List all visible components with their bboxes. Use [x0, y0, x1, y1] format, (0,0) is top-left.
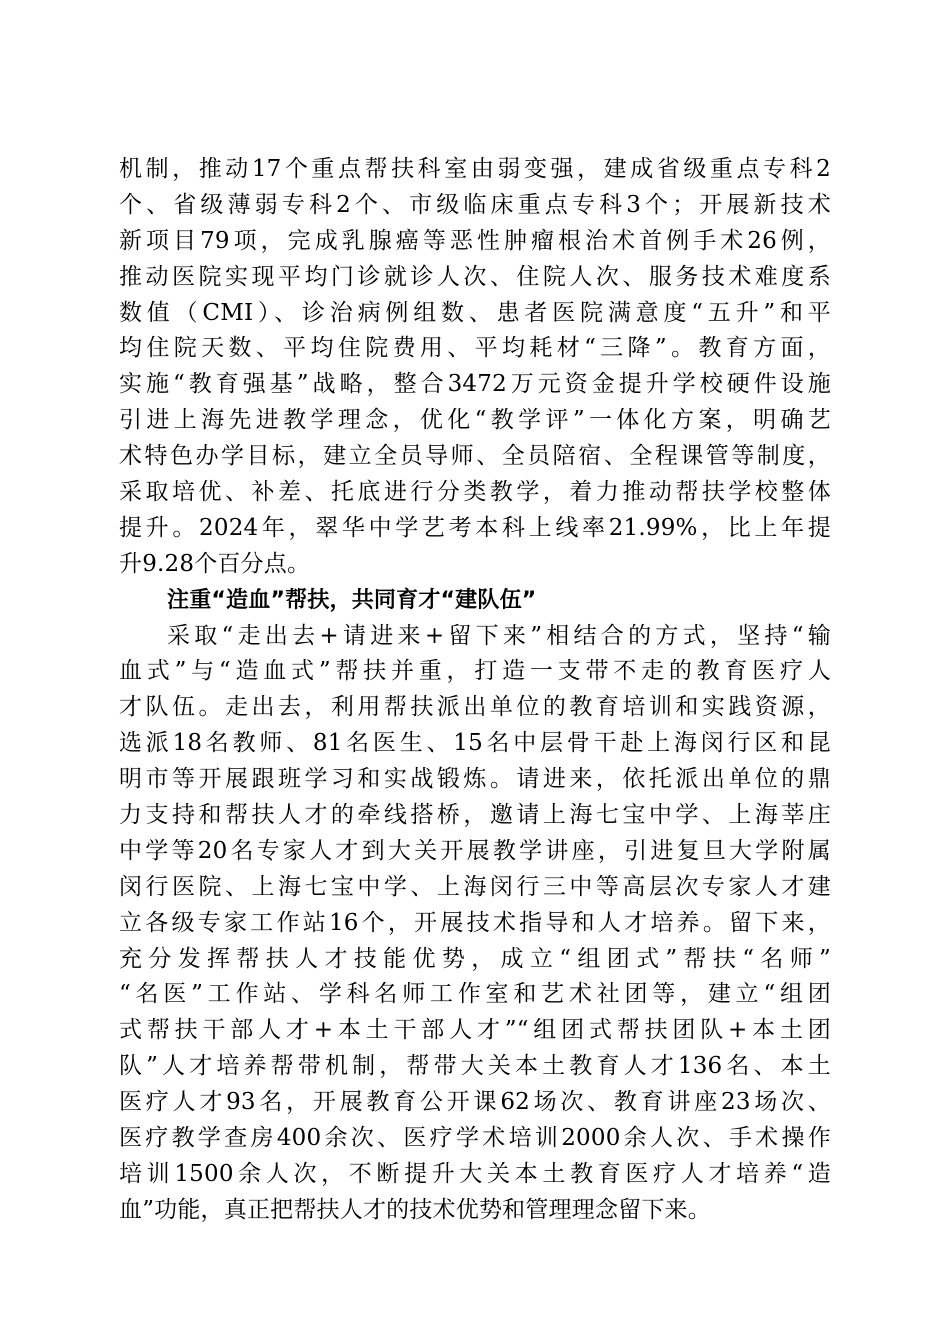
paragraph-line: 血式”与“造血式”帮扶并重，打造一支带不走的教育医疗人 — [119, 658, 831, 685]
paragraph-line: 个、省级薄弱专科2个、市级临床重点专科3个；开展新技术 — [119, 191, 831, 218]
paragraph-line: 培训1500余人次，不断提升大关本土教育医疗人才培养“造 — [119, 1160, 831, 1187]
paragraph-line: 明市等开展跟班学习和实战锻炼。请进来，依托派出单位的鼎 — [119, 766, 831, 793]
paragraph-line: “名医”工作站、学科名师工作室和艺术社团等，建立“组团 — [119, 981, 831, 1008]
paragraph-line: 力支持和帮扶人才的牵线搭桥，邀请上海七宝中学、上海莘庄 — [119, 802, 831, 829]
paragraph-line: 提升。2024年，翠华中学艺考本科上线率21.99%，比上年提 — [119, 514, 831, 541]
paragraph-line: 立各级专家工作站16个，开展技术指导和人才培养。留下来， — [119, 909, 831, 936]
paragraph-line: 血”功能，真正把帮扶人才的技术优势和管理理念留下来。 — [119, 1196, 711, 1223]
paragraph-line: 选派18名教师、81名医生、15名中层骨干赴上海闵行区和昆 — [119, 730, 831, 757]
paragraph-line: 推动医院实现平均门诊就诊人次、住院人次、服务技术难度系 — [119, 263, 831, 290]
paragraph-line: 充分发挥帮扶人才技能优势，成立“组团式”帮扶“名师” — [119, 945, 831, 972]
paragraph-line: 医疗教学查房400余次、医疗学术培训2000余人次、手术操作 — [119, 1125, 831, 1152]
paragraph-line: 引进上海先进教学理念，优化“教学评”一体化方案，明确艺 — [119, 407, 831, 434]
paragraph-line: 均住院天数、平均住院费用、平均耗材“三降”。教育方面， — [119, 335, 831, 362]
paragraph-line: 数值（CMI）、诊治病例组数、患者医院满意度“五升”和平 — [119, 299, 831, 326]
paragraph-line: 才队伍。走出去，利用帮扶派出单位的教育培训和实践资源， — [119, 694, 831, 721]
section-heading: 注重“造血”帮扶，共同育才“建队伍” — [167, 587, 537, 613]
paragraph-line: 采取“走出去+请进来+留下来”相结合的方式，坚持“输 — [167, 622, 831, 649]
paragraph-line: 式帮扶干部人才+本土干部人才”“组团式帮扶团队+本土团 — [119, 1017, 831, 1044]
paragraph-line: 新项目79项，完成乳腺癌等恶性肿瘤根治术首例手术26例， — [119, 227, 831, 254]
paragraph-line: 机制，推动17个重点帮扶科室由弱变强，建成省级重点专科2 — [119, 156, 831, 182]
paragraph-line: 实施“教育强基”战略，整合3472万元资金提升学校硬件设施 — [119, 371, 831, 398]
paragraph-line: 采取培优、补差、托底进行分类教学，着力推动帮扶学校整体 — [119, 479, 831, 506]
paragraph-continuation — [119, 152, 831, 1229]
paragraph-line: 医疗人才93名，开展教育公开课62场次、教育讲座23场次、 — [119, 1089, 831, 1116]
paragraph-line: 中学等20名专家人才到大关开展教学讲座，引进复旦大学附属 — [119, 837, 831, 864]
paragraph-line: 队”人才培养帮带机制，帮带大关本土教育人才136名、本土 — [119, 1053, 831, 1080]
paragraph-line: 术特色办学目标，建立全员导师、全员陪宿、全程课管等制度， — [119, 443, 831, 470]
paragraph-line: 升9.28个百分点。 — [119, 550, 311, 577]
paragraph-line: 闵行医院、上海七宝中学、上海闵行三中等高层次专家人才建 — [119, 873, 831, 900]
